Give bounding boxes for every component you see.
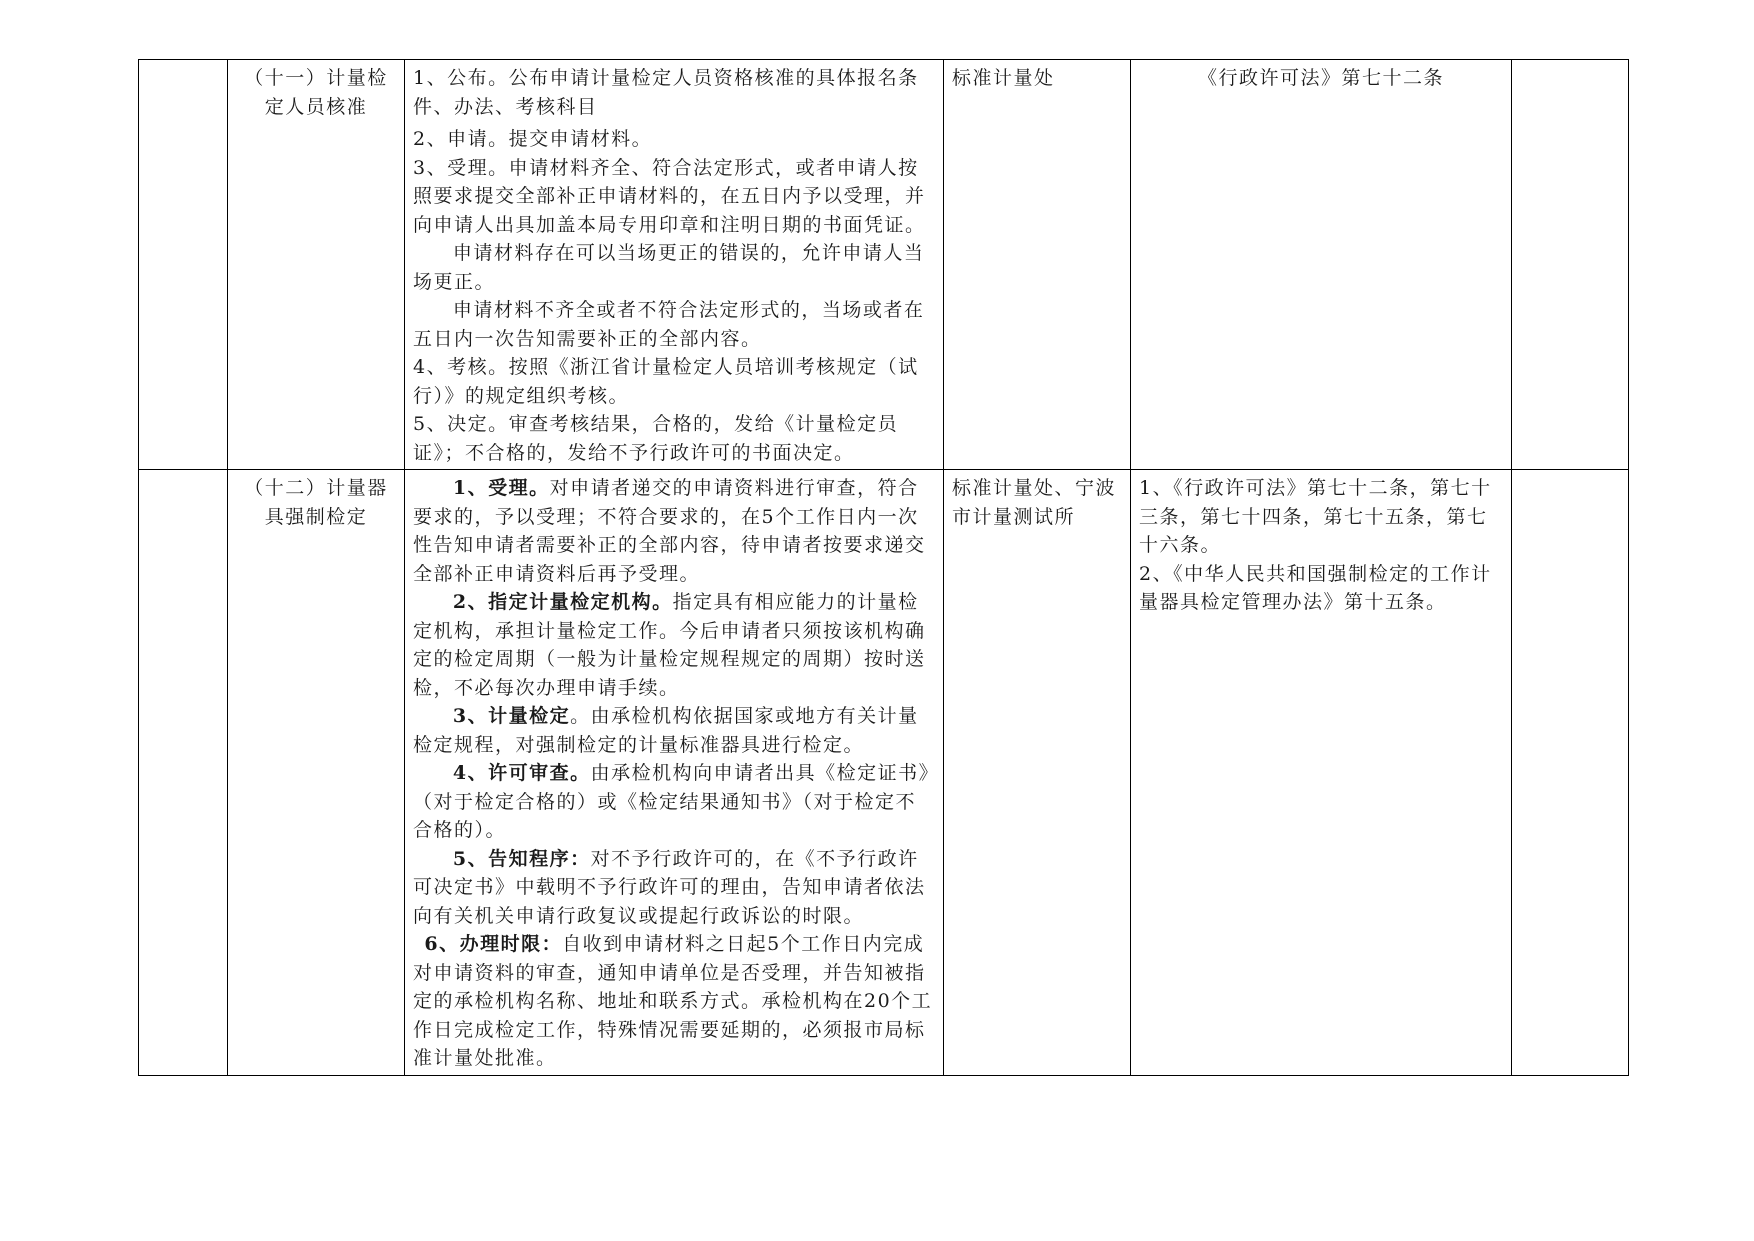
step-text (413, 702, 935, 759)
step-text (413, 588, 935, 702)
department-cell (944, 60, 1131, 470)
item-name: （十二）计量器具强制检定 (244, 477, 388, 528)
procedure-steps-cell (405, 470, 944, 1076)
step-heading: 4、许可审查。 (452, 762, 591, 784)
blank-cell (139, 60, 228, 470)
item-name-cell (228, 470, 405, 1076)
legal-basis-cell (1131, 60, 1512, 470)
step-body: 由承检机构向申请者出具《检定证书》（对于检定合格的）或《检定结果通知书》（对于检定不合格的）。 (413, 762, 930, 841)
blank-cell (1512, 60, 1629, 470)
step-text: 申请材料存在可以当场更正的错误的，允许申请人当场更正。 (413, 242, 925, 293)
legal-basis-cell (1131, 470, 1512, 1076)
step-body: 。由承检机构依据国家或地方有关计量检定规程，对强制检定的计量标准器具进行检定。 (413, 705, 919, 756)
legal-basis: 2、《中华人民共和国强制检定的工作计量器具检定管理办法》第十五条。 (1139, 562, 1492, 613)
step-heading: 2、指定计量检定机构。 (452, 591, 673, 613)
step-text (413, 474, 935, 588)
step-heading: 6、办理时限： (424, 933, 563, 955)
item-name-cell (228, 60, 405, 470)
step-heading: 5、告知程序： (452, 847, 591, 870)
department: 标准计量处 (952, 67, 1055, 89)
step-text: 4、考核。按照《浙江省计量检定人员培训考核规定（试行）》的规定组织考核。 (413, 356, 919, 407)
step-body: 对不予行政许可的，在《不予行政许可决定书》中载明不予行政许可的理由，告知申请者依法向有关机关申请行政复议或提起行政诉讼的时限。 (413, 847, 926, 927)
step-text (413, 845, 935, 931)
blank-cell (1512, 470, 1629, 1076)
step-body: 自收到申请材料之日起5个工作日内完成对申请资料的审查，通知申请单位是否受理，并告知被指定的承检机构名称、地址和联系方式。承检机构在20个工作日完成检定工作，特殊情况需要延期的，必须报市局标准计量处批准。 (413, 933, 933, 1069)
step-text: 1、公布。公布申请计量检定人员资格核准的具体报名条件、办法、考核科目 (413, 67, 919, 118)
step-text: 申请材料不齐全或者不符合法定形式的，当场或者在五日内一次告知需要补正的全部内容。 (413, 299, 925, 350)
legal-basis: 1、《行政许可法》第七十二条，第七十三条，第七十四条，第七十五条，第七十六条。 (1139, 477, 1492, 556)
department-cell (944, 470, 1131, 1076)
department: 标准计量处、宁波市计量测试所 (952, 477, 1117, 528)
procedure-steps-cell (405, 60, 944, 470)
item-name: （十一）计量检定人员核准 (244, 67, 388, 118)
table-row (139, 60, 1629, 470)
blank-cell (139, 470, 228, 1076)
step-body: 对申请者递交的申请资料进行审查，符合要求的，予以受理；不符合要求的，在5个工作日内一次性告知申请者需要补正的全部内容，待申请者按要求递交全部补正申请资料后再予受理。 (413, 477, 926, 585)
step-heading: 1、受理。 (452, 477, 550, 499)
legal-basis: 《行政许可法》第七十二条 (1197, 67, 1444, 89)
step-text (413, 759, 935, 845)
step-text: 2、申请。提交申请材料。 (413, 128, 653, 150)
step-text (413, 930, 935, 1073)
table-row (139, 470, 1629, 1076)
procedure-table (138, 59, 1629, 1076)
step-text: 3、受理。申请材料齐全、符合法定形式，或者申请人按照要求提交全部补正申请材料的，在五日内予以受理，并向申请人出具加盖本局专用印章和注明日期的书面凭证。 (413, 156, 926, 236)
step-heading: 3、计量检定 (452, 705, 571, 727)
step-body: 指定具有相应能力的计量检定机构，承担计量检定工作。今后申请者只须按该机构确定的检定周期（一般为计量检定规程规定的周期）按时送检，不必每次办理申请手续。 (413, 591, 926, 699)
step-text: 5、决定。审查考核结果，合格的，发给《计量检定员证》；不合格的，发给不予行政许可的书面决定。 (413, 413, 899, 464)
